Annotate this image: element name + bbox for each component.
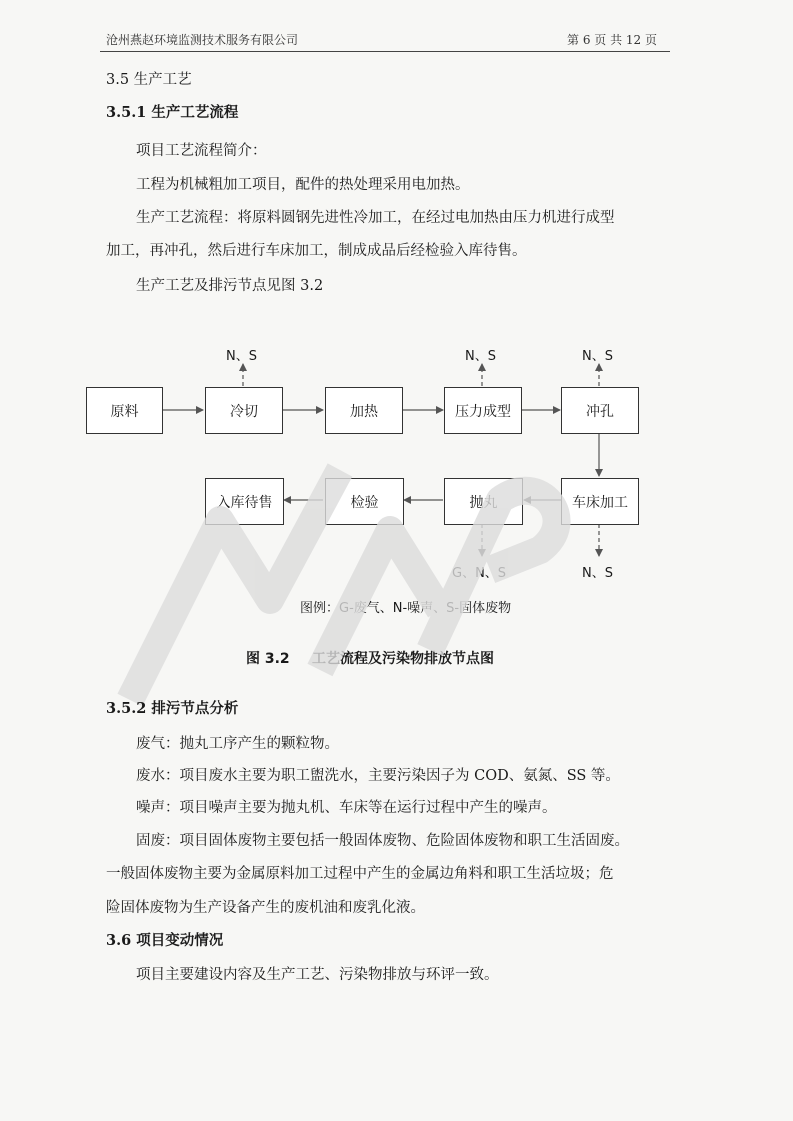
emission-label-cut: N、S: [226, 349, 257, 364]
node-press-forming: 压力成型: [444, 387, 522, 434]
section-3-5-title: 3.5 生产工艺: [106, 72, 192, 88]
emission-label-lathe: N、S: [582, 566, 613, 581]
analysis-water: 废水：项目废水主要为职工盥洗水，主要污染因子为 COD、氨氮、SS 等。: [136, 768, 620, 784]
section-3-6-title: 3.6 项目变动情况: [106, 932, 224, 949]
wps-watermark: [110, 410, 580, 730]
node-storage: 入库待售: [205, 478, 284, 525]
analysis-noise: 噪声：项目噪声主要为抛丸机、车床等在运行过程中产生的噪声。: [136, 800, 557, 816]
node-punching: 冲孔: [561, 387, 639, 434]
node-raw-material: 原料: [86, 387, 163, 434]
figure-number: 图 3.2: [246, 651, 290, 667]
analysis-solid-line1: 固废：项目固体废物主要包括一般固体废物、危险固体废物和职工生活固废。: [136, 833, 629, 849]
paragraph-project: 工程为机械粗加工项目，配件的热处理采用电加热。: [136, 177, 470, 193]
emission-label-blast: G、N、S: [452, 566, 507, 581]
header-page-number: 第 6 页 共 12 页: [567, 33, 657, 47]
analysis-solid-line2: 一般固体废物主要为金属原料加工过程中产生的金属边角料和职工生活垃圾；危: [106, 866, 614, 882]
node-lathe: 车床加工: [561, 478, 639, 525]
node-cold-cut: 冷切: [205, 387, 283, 434]
change-text: 项目主要建设内容及生产工艺、污染物排放与环评一致。: [136, 967, 499, 983]
section-3-5-1-title: 3.5.1 生产工艺流程: [106, 104, 239, 121]
node-shot-blasting: 抛丸: [444, 478, 523, 525]
paragraph-process-line2: 加工，再冲孔，然后进行车床加工，制成成品后经检验入库待售。: [106, 243, 527, 259]
section-3-5-2-title: 3.5.2 排污节点分析: [106, 700, 239, 717]
paragraph-figure-ref: 生产工艺及排污节点见图 3.2: [136, 278, 324, 294]
analysis-gas: 废气：抛丸工序产生的颗粒物。: [136, 736, 339, 752]
header-company: 沧州燕赵环境监测技术服务有限公司: [106, 33, 299, 47]
emission-label-punch: N、S: [582, 349, 613, 364]
emission-label-press: N、S: [465, 349, 496, 364]
diagram-legend: 图例：G-废气、N-噪声、S-固体废物: [300, 601, 512, 616]
figure-caption: 工艺流程及污染物排放节点图: [312, 651, 494, 667]
node-heating: 加热: [325, 387, 403, 434]
analysis-solid-line3: 险固体废物为生产设备产生的废机油和废乳化液。: [106, 900, 425, 916]
node-inspection: 检验: [325, 478, 404, 525]
paragraph-intro: 项目工艺流程简介：: [136, 143, 267, 159]
paragraph-process-line1: 生产工艺流程：将原料圆钢先进性冷加工，在经过电加热由压力机进行成型: [136, 210, 615, 226]
